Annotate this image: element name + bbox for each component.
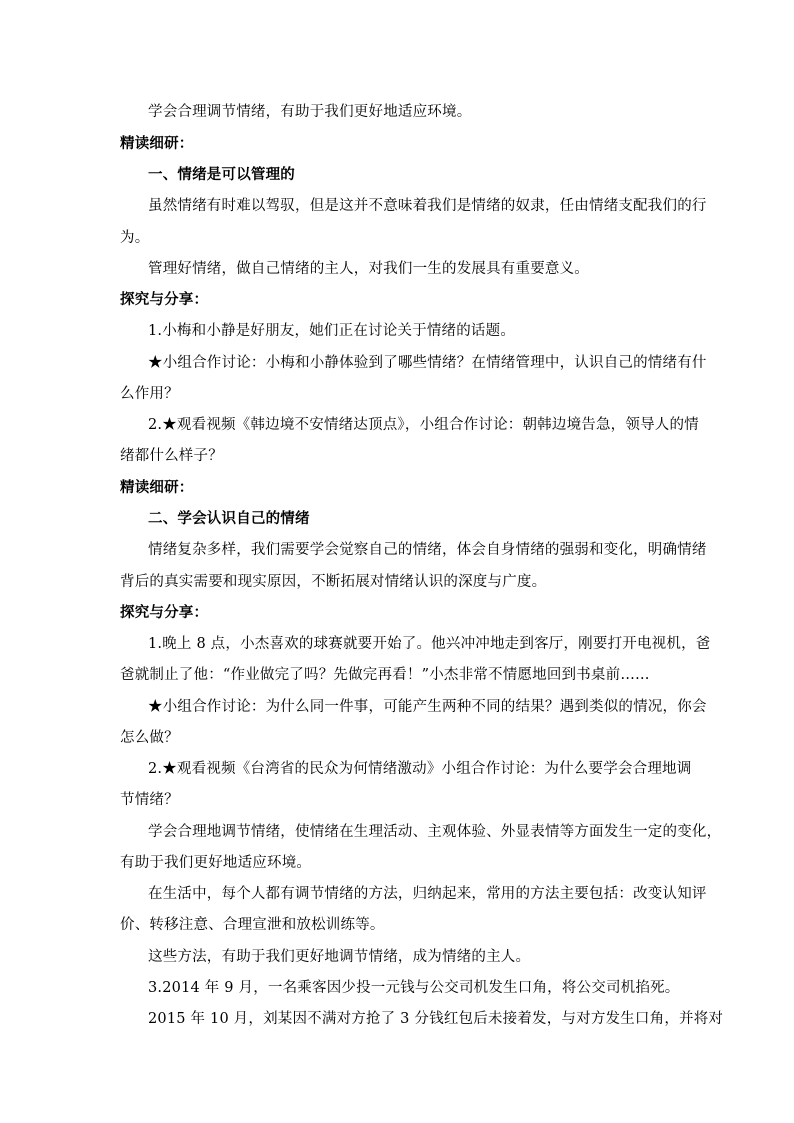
paragraph-line: 1.小梅和小静是好朋友，她们正在讨论关于情绪的话题。 xyxy=(148,323,516,339)
paragraph-line: 管理好情绪，做自己情绪的主人，对我们一生的发展具有重要意义。 xyxy=(148,261,589,277)
paragraph-line: 么作用？ xyxy=(120,386,179,402)
paragraph-line: 有助于我们更好地适应环境。 xyxy=(120,855,312,871)
paragraph-line: 虽然情绪有时难以驾驭，但是这并不意味着我们是情绪的奴隶，任由情绪支配我们的行 xyxy=(148,198,707,214)
subsection-heading: 一、情绪是可以管理的 xyxy=(148,166,295,183)
paragraph-line: 背后的真实需要和现实原因，不断拓展对情绪认识的深度与广度。 xyxy=(120,574,547,590)
section-heading: 探究与分享： xyxy=(120,291,209,308)
section-heading: 精读细研： xyxy=(120,479,194,496)
paragraph-line: 怎么做？ xyxy=(120,730,179,746)
paragraph-line: 价、转移注意、合理宣泄和放松训练等。 xyxy=(120,917,385,933)
paragraph-line: 节情绪？ xyxy=(120,792,179,808)
section-heading: 精读细研： xyxy=(120,135,194,152)
paragraph-line: 1.晚上 8 点，小杰喜欢的球赛就要开始了。他兴冲冲地走到客厅，刚要打开电视机，爸 xyxy=(148,636,711,652)
paragraph-line: 2015 年 10 月，刘某因不满对方抢了 3 分钱红包后未接着发，与对方发生口角，并将对 xyxy=(148,1011,724,1027)
section-heading: 探究与分享： xyxy=(120,604,209,621)
paragraph-line: 情绪复杂多样，我们需要学会觉察自己的情绪，体会自身情绪的强弱和变化，明确情绪 xyxy=(148,542,707,558)
paragraph-line: ★小组合作讨论：小梅和小静体验到了哪些情绪？在情绪管理中，认识自己的情绪有什 xyxy=(148,355,707,371)
paragraph-line: 学会合理地调节情绪，使情绪在生理活动、主观体验、外显表情等方面发生一定的变化， xyxy=(148,824,722,840)
paragraph-line: 这些方法，有助于我们更好地调节情绪，成为情绪的主人。 xyxy=(148,949,531,965)
paragraph-line: 3.2014 年 9 月，一名乘客因少投一元钱与公交司机发生口角，将公交司机掐死。 xyxy=(148,980,680,996)
paragraph-line: 在生活中，每个人都有调节情绪的方法，归纳起来，常用的方法主要包括：改变认知评 xyxy=(148,886,707,902)
paragraph-line: 2.★观看视频《韩边境不安情绪达顶点》，小组合作讨论：朝韩边境告急，领导人的情 xyxy=(148,417,699,433)
paragraph-line: 爸就制止了他：“作业做完了吗？先做完再看！”小杰非常不情愿地回到书桌前…… xyxy=(120,667,650,683)
paragraph-line: 绪都什么样子？ xyxy=(120,448,223,464)
paragraph-line: 学会合理调节情绪，有助于我们更好地适应环境。 xyxy=(148,104,472,120)
paragraph-line: 为。 xyxy=(120,230,150,246)
paragraph-line: ★小组合作讨论：为什么同一件事，可能产生两种不同的结果？遇到类似的情况，你会 xyxy=(148,699,707,715)
subsection-heading: 二、学会认识自己的情绪 xyxy=(148,510,310,527)
paragraph-line: 2.★观看视频《台湾省的民众为何情绪激动》小组合作讨论：为什么要学会合理地调 xyxy=(148,761,692,777)
